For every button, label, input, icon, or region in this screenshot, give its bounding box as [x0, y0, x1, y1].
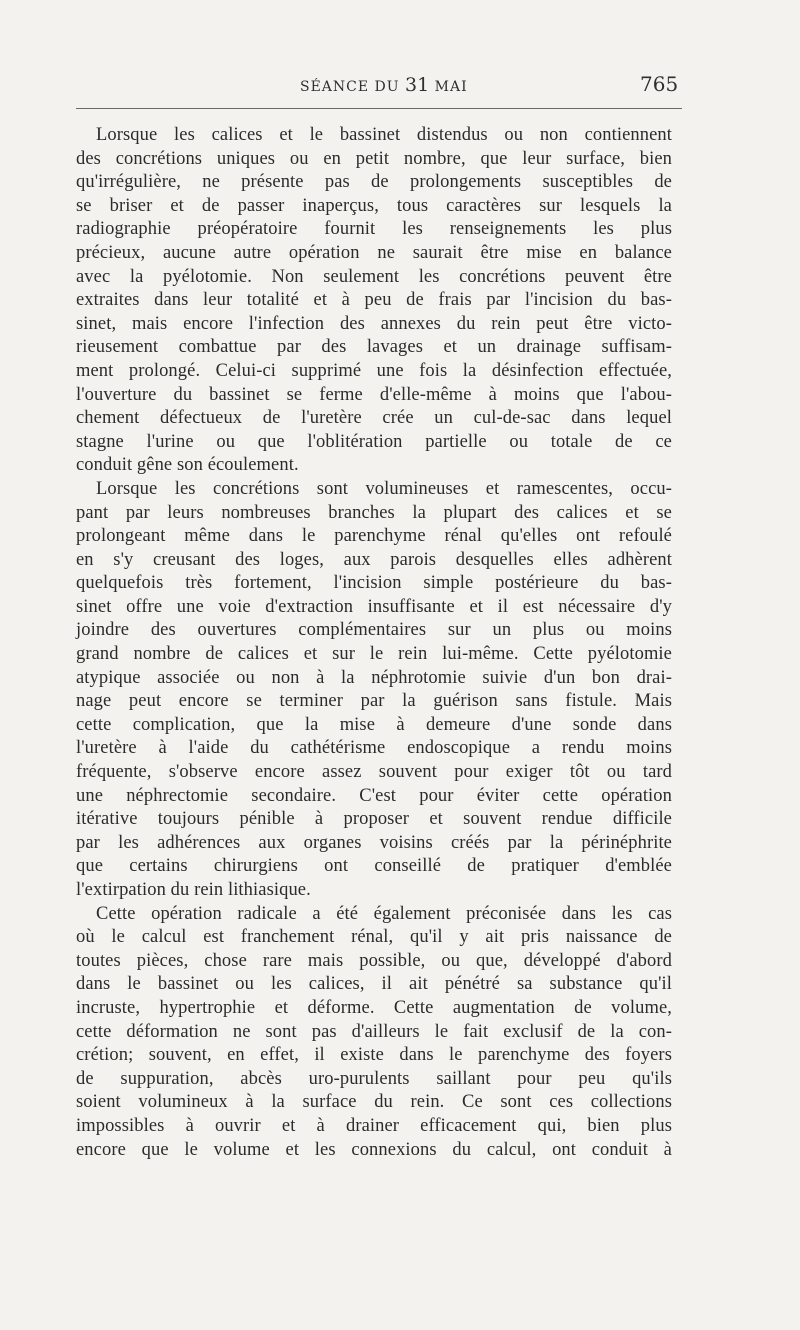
text-line: incruste, hypertrophie et déforme. Cette augmentation de volume, — [76, 997, 672, 1018]
text-line: extraites dans leur totalité et à peu de frais par l'incision du bas- — [76, 290, 672, 311]
text-line: soient volumineux à la surface du rein. Ce sont ces collections — [76, 1092, 672, 1113]
page-header — [0, 74, 800, 98]
text-line: cette complication, que la mise à demeure d'une sonde dans — [76, 714, 672, 735]
text-line: que certains chirurgiens ont conseillé de pratiquer d'emblée — [76, 856, 672, 877]
text-line: sinet, mais encore l'infection des annexes du rein peut être victo- — [76, 313, 672, 334]
text-line: l'extirpation du rein lithiasique. — [76, 880, 311, 900]
page-number: 765 — [640, 72, 679, 96]
running-title — [300, 74, 468, 96]
text-line: crétion; souvent, en effet, il existe dans le parenchyme des foyers — [76, 1045, 672, 1066]
body-text — [76, 124, 672, 1162]
text-line: l'ouverture du bassinet se ferme d'elle-même à moins que l'abou- — [76, 384, 672, 405]
running-title-date: 31 — [405, 74, 430, 96]
text-line: sinet offre une voie d'extraction insuffisante et il est nécessaire d'y — [76, 596, 672, 617]
text-line: chement défectueux de l'uretère crée un cul-de-sac dans lequel — [76, 408, 672, 429]
text-line: joindre des ouvertures complémentaires sur un plus ou moins — [76, 620, 672, 641]
text-line: rieusement combattue par des lavages et un drainage suffisam- — [76, 337, 672, 358]
text-line: encore que le volume et les connexions du calcul, ont conduit à — [76, 1139, 672, 1160]
text-line: se briser et de passer inaperçus, tous caractères sur lesquels la — [76, 195, 672, 216]
text-line: quelquefois très fortement, l'incision simple postérieure du bas- — [76, 573, 672, 594]
text-line: toutes pièces, chose rare mais possible, ou que, développé d'abord — [76, 950, 672, 971]
text-line: conduit gêne son écoulement. — [76, 455, 299, 476]
running-title-pre: SÉANCE DU — [300, 79, 406, 95]
text-line: radiographie préopératoire fournit les renseignements les plus — [76, 219, 672, 240]
text-line: des concrétions uniques ou en petit nombre, que leur surface, bien — [76, 148, 672, 169]
text-line: itérative toujours pénible à proposer et souvent rendue difficile — [76, 809, 672, 830]
text-line: par les adhérences aux organes voisins créés par la périnéphrite — [76, 832, 672, 853]
text-line: Lorsque les calices et le bassinet distendus ou non contiennent — [96, 125, 672, 145]
text-line: cette déformation ne sont pas d'ailleurs le fait exclusif de la con- — [76, 1021, 672, 1042]
running-title-post: MAI — [429, 79, 468, 95]
header-rule — [76, 108, 682, 109]
text-line: Lorsque les concrétions sont volumineuses et ramescentes, occu- — [96, 478, 672, 499]
text-line: dans le bassinet ou les calices, il ait pénétré sa substance qu'il — [76, 974, 672, 995]
text-line: qu'irrégulière, ne présente pas de prolongements susceptibles de — [76, 172, 672, 193]
text-line: pant par leurs nombreuses branches la plupart des calices et se — [76, 502, 672, 523]
text-line: Cette opération radicale a été également préconisée dans les cas — [96, 903, 672, 924]
text-line: en s'y creusant des loges, aux parois desquelles elles adhèrent — [76, 549, 672, 570]
text-line: où le calcul est franchement rénal, qu'il y ait pris naissance de — [76, 927, 672, 948]
text-line: fréquente, s'observe encore assez souvent pour exiger tôt ou tard — [76, 762, 672, 783]
text-line: une néphrectomie secondaire. C'est pour éviter cette opération — [76, 785, 672, 806]
text-line: stagne l'urine ou que l'oblitération partielle ou totale de ce — [76, 431, 672, 452]
text-line: grand nombre de calices et sur le rein lui-même. Cette pyélotomie — [76, 644, 672, 665]
text-line: atypique associée ou non à la néphrotomie suivie d'un bon drai- — [76, 667, 672, 688]
text-line: ment prolongé. Celui-ci supprimé une fois la désinfection effectuée, — [76, 360, 672, 381]
text-line: précieux, aucune autre opération ne saurait être mise en balance — [76, 242, 672, 263]
text-line: prolongeant même dans le parenchyme rénal qu'elles ont refoulé — [76, 526, 672, 547]
text-line: nage peut encore se terminer par la guérison sans fistule. Mais — [76, 691, 672, 712]
text-line: l'uretère à l'aide du cathétérisme endoscopique a rendu moins — [76, 738, 672, 759]
text-line: de suppuration, abcès uro-purulents saillant pour peu qu'ils — [76, 1068, 672, 1089]
text-line: avec la pyélotomie. Non seulement les concrétions peuvent être — [76, 266, 672, 287]
text-line: impossibles à ouvrir et à drainer efficacement qui, bien plus — [76, 1115, 672, 1136]
